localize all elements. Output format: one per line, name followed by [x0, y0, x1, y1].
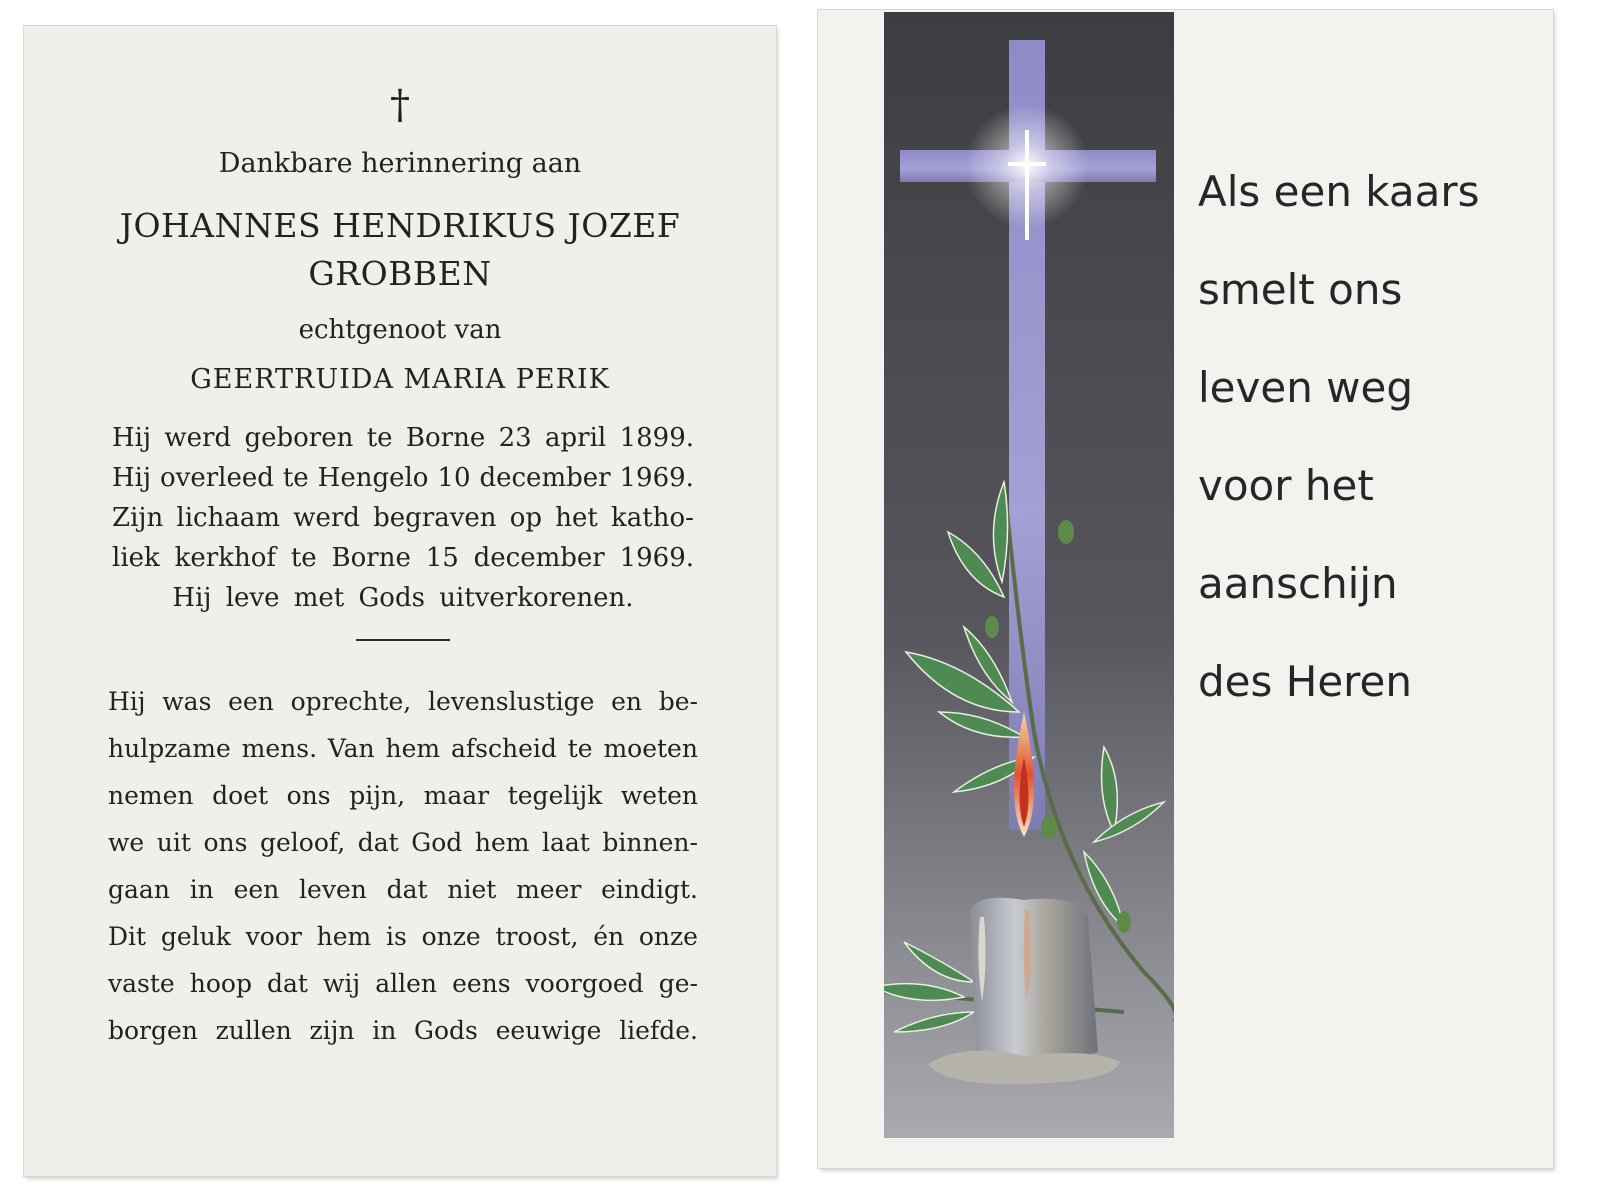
poem-line: smelt ons — [1198, 265, 1403, 314]
poem — [1198, 160, 1480, 748]
eulogy-line: we uit ons geloof, dat God hem laat binnen- — [108, 828, 698, 857]
memorial-card-text-side — [24, 26, 776, 1176]
divider — [356, 639, 450, 641]
eulogy-line: Dit geluk voor hem is onze troost, én onze — [108, 922, 698, 951]
memorial-card-picture-side — [818, 10, 1553, 1168]
biography-line: Hij leve met Gods uitverkorenen. — [172, 583, 634, 613]
spouse-name: GEERTRUIDA MARIA PERIK — [190, 364, 610, 395]
poem-line: aanschijn — [1198, 559, 1398, 608]
eulogy-line: nemen doet ons pijn, maar tegelijk weten — [108, 781, 698, 810]
eulogy-line: vaste hoop dat wij allen eens voorgoed ge- — [108, 969, 698, 998]
relation-line: echtgenoot van — [298, 315, 502, 345]
eulogy-line: hulpzame mens. Van hem afscheid te moeten — [108, 734, 698, 763]
deceased-name-line-2: GROBBEN — [308, 254, 492, 293]
biography-line: Hij overleed te Hengelo 10 december 1969. — [112, 463, 694, 493]
cross-candle-olive-branch-icon — [884, 12, 1174, 1138]
cross-icon: † — [390, 82, 410, 128]
eulogy-line: Hij was een oprechte, levenslustige en be- — [108, 687, 698, 716]
poem-line: Als een kaars — [1198, 167, 1480, 216]
intro-line: Dankbare herinnering aan — [218, 148, 582, 179]
eulogy-line: borgen zullen zijn in Gods eeuwige liefde. — [108, 1016, 698, 1045]
poem-line: voor het — [1198, 461, 1374, 510]
biography-line: Hij werd geboren te Borne 23 april 1899. — [112, 423, 694, 453]
poem-line: leven weg — [1198, 363, 1414, 412]
biography-line: liek kerkhof te Borne 15 december 1969. — [112, 543, 694, 573]
poem-line: des Heren — [1198, 657, 1412, 706]
eulogy-block — [108, 678, 698, 1054]
deceased-name-line-1: JOHANNES HENDRIKUS JOZEF — [119, 206, 681, 245]
eulogy-line: gaan in een leven dat niet meer eindigt. — [108, 875, 698, 904]
biography-block — [112, 418, 694, 618]
biography-line: Zijn lichaam werd begraven op het katho- — [112, 503, 694, 533]
